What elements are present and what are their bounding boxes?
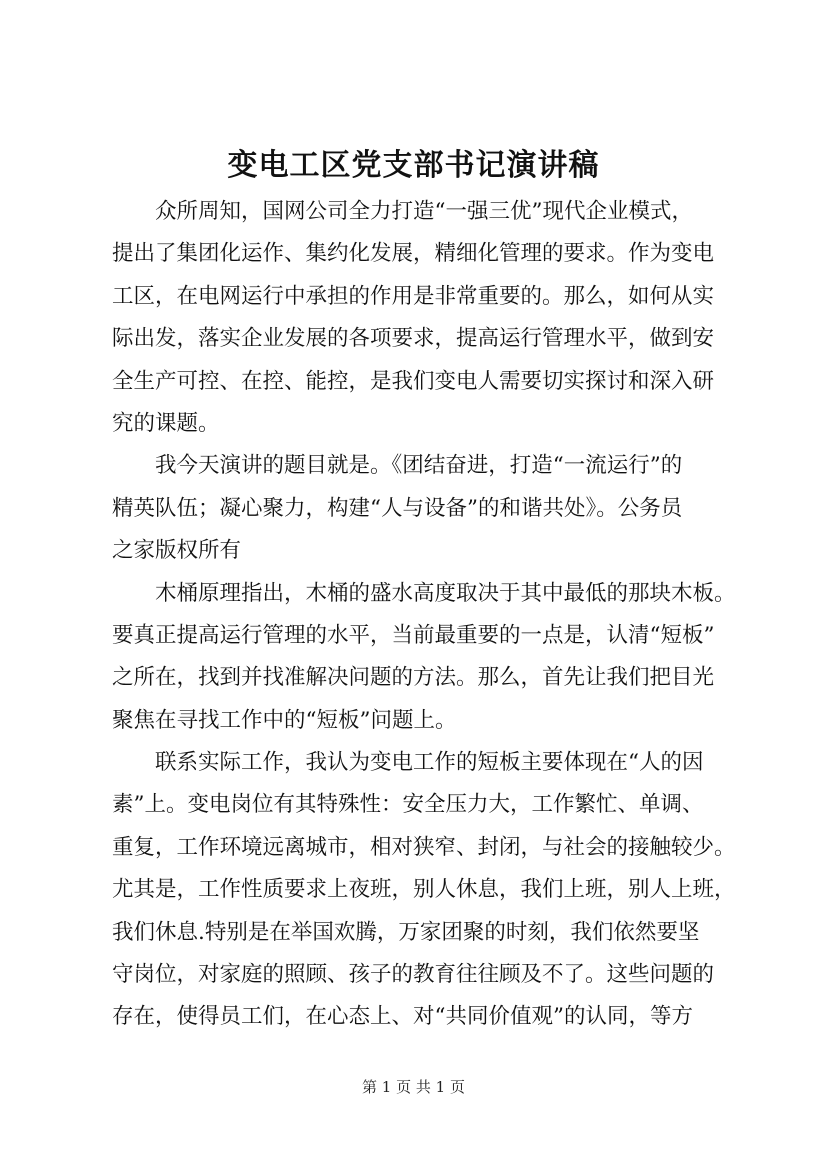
paragraph-line: 联系实际工作，我认为变电工作的短板主要体现在“人的因 bbox=[155, 750, 704, 776]
paragraph-1 bbox=[112, 191, 722, 445]
paragraph-line: 之家版权所有 bbox=[112, 538, 242, 564]
paragraph-line: 际出发，落实企业发展的各项要求，提高运行管理水平，做到安 bbox=[112, 326, 715, 352]
paragraph-line: 究的课题。 bbox=[112, 410, 220, 436]
paragraph-line: 木桶原理指出，木桶的盛水高度取决于其中最低的那块木板。 bbox=[155, 580, 736, 606]
paragraph-line: 素”上。变电岗位有其特殊性：安全压力大，工作繁忙、单调、 bbox=[112, 792, 704, 818]
paragraph-line: 要真正提高运行管理的水平，当前最重要的一点是，认清“短板” bbox=[112, 622, 715, 648]
paragraph-line: 精英队伍；凝心聚力，构建“人与设备”的和谐共处》。公务员 bbox=[112, 495, 683, 521]
paragraph-line: 众所周知，国网公司全力打造“一强三优”现代企业模式， bbox=[155, 199, 693, 224]
paragraph-line: 工区，在电网运行中承担的作用是非常重要的。那么，如何从实 bbox=[112, 283, 715, 309]
paragraph-line: 提出了集团化运作、集约化发展，精细化管理的要求。作为变电 bbox=[112, 241, 715, 267]
paragraph-line: 我们休息.特别是在举国欢腾，万家团聚的时刻，我们依然要坚 bbox=[112, 919, 700, 945]
document-title: 变电工区党支部书记演讲稿 bbox=[227, 148, 600, 183]
paragraph-line: 聚焦在寻找工作中的“短板”问题上。 bbox=[112, 707, 457, 733]
paragraph-line: 存在，使得员工们，在心态上、对“共同价值观”的认同，等方 bbox=[112, 1004, 693, 1030]
paragraph-line: 守岗位，对家庭的照顾、孩子的教育往往顾及不了。这些问题的 bbox=[112, 962, 715, 988]
paragraph-line: 尤其是，工作性质要求上夜班，别人休息，我们上班，别人上班， bbox=[112, 877, 736, 903]
paragraph-2 bbox=[112, 445, 722, 572]
paragraph-line: 重复，工作环境远离城市，相对狭窄、封闭，与社会的接触较少。 bbox=[112, 834, 736, 860]
page-footer: 第 1 页 共 1 页 bbox=[362, 1078, 465, 1096]
document-body bbox=[112, 191, 736, 1039]
paragraph-line: 全生产可控、在控、能控，是我们变电人需要切实探讨和深入研 bbox=[112, 368, 715, 394]
paragraph-line: 我今天演讲的题目就是。《团结奋进，打造“一流运行”的 bbox=[155, 453, 683, 479]
paragraph-line: 之所在，找到并找准解决问题的方法。那么，首先让我们把目光 bbox=[112, 665, 715, 691]
paragraph-4 bbox=[112, 742, 736, 1039]
paragraph-3 bbox=[112, 573, 736, 743]
